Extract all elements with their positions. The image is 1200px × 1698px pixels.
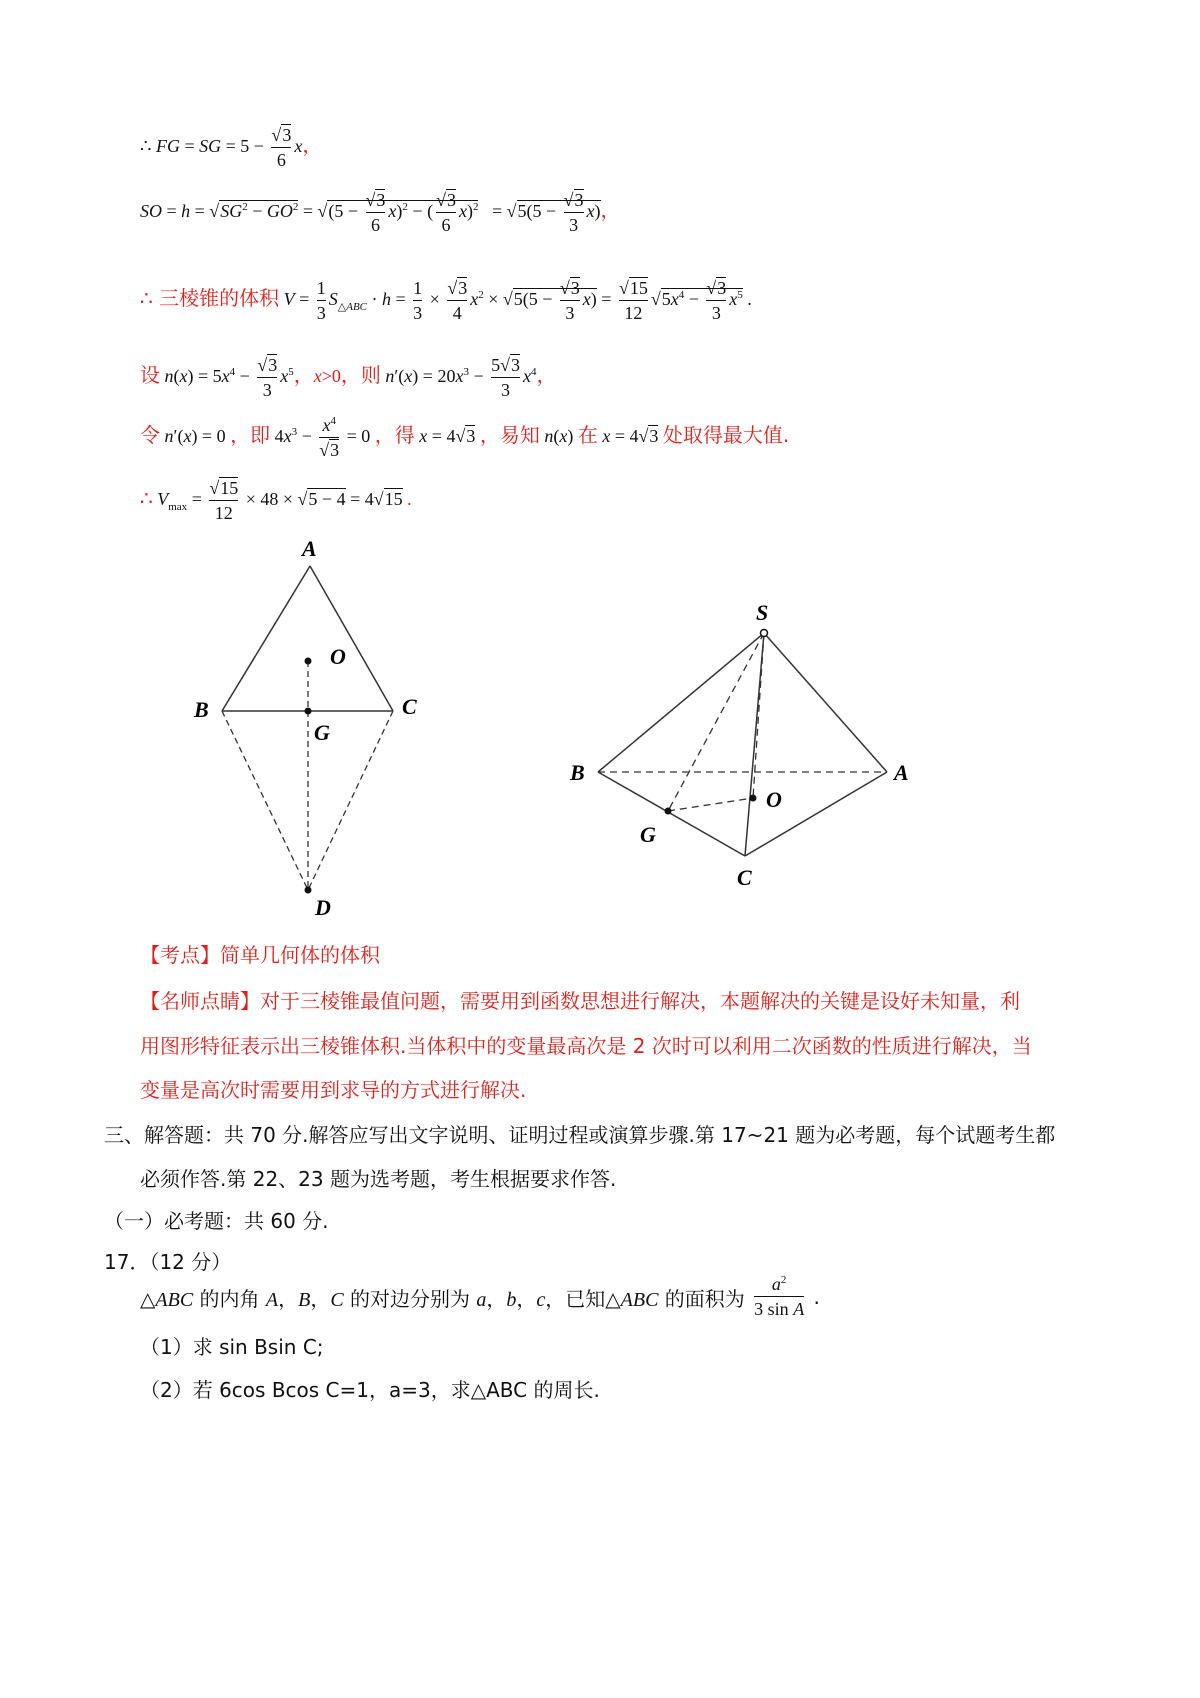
figure-pyramid-diagram: [560, 590, 940, 900]
formula-line-1: ∴ FG = SG = 5 − $\frac{√3}{6}$ x，: [140, 125, 323, 170]
kaodian-note: 【考点】简单几何体的体积: [140, 943, 380, 967]
dianjing-line-2: 用图形特征表示出三棱锥体积.当体积中的变量最高次是 2 次时可以利用二次函数的性质进行解决，当: [140, 1034, 1032, 1058]
section-subheading: （一）必考题：共 60 分.: [104, 1209, 329, 1233]
edge-sb: [598, 633, 764, 772]
formula-line-5: 令 n′(x) = 0 ，即 $4x^3$ − $\frac{x^4}{√3}$ = 0 ，得 x = 4√3 ，易知 n(x) 在 x = 4√3 处取得最大值.: [140, 415, 790, 460]
edge-bd: [222, 711, 308, 890]
problem-17-part-1: （1）求 sin Bsin C;: [140, 1335, 324, 1359]
edge-so: [753, 633, 764, 798]
label-a: A: [302, 536, 317, 561]
point-o: [305, 658, 312, 665]
point-g: [305, 708, 312, 715]
edge-sc: [745, 633, 764, 856]
label-g: G: [314, 720, 330, 745]
label-b: B: [194, 697, 209, 722]
label-g: G: [640, 822, 656, 847]
label-d: D: [315, 895, 331, 920]
edge-sa: [764, 633, 887, 772]
label-o: O: [330, 644, 346, 669]
problem-17-number: 17．（12 分）: [104, 1250, 232, 1274]
edge-bc: [598, 772, 745, 856]
edge-sg: [668, 633, 764, 811]
edge-ac: [310, 566, 393, 711]
label-o: O: [766, 787, 782, 812]
label-b: B: [570, 760, 585, 785]
formula-line-2: SO = $h = √SG^2 - GO^2 = √(5$ − $\frac{√3}{6}$ x)$^2$ − ( $\frac{√3}{6}$ x)$^2$ = √5(5 − $\frac{√3}{3}$ x)，: [140, 190, 621, 235]
point-d: [305, 887, 312, 894]
problem-17-stem: △ABC 的内角 A，B，C 的对边分别为 a，b，c，已知△ABC 的面积为 $\frac{a^2}{\text{3 sin A}}$ .: [140, 1274, 820, 1319]
edge-go: [668, 798, 753, 811]
label-a: A: [894, 760, 909, 785]
edge-ca: [745, 772, 887, 856]
figure-plane-diagram: [180, 530, 440, 930]
problem-17-part-2: （2）若 6cos Bcos C=1，a=3，求△ABC 的周长.: [140, 1378, 600, 1402]
section-3-line-1: 三、解答题：共 70 分.解答应写出文字说明、证明过程或演算步骤.第 17~21 题为必考题，每个试题考生都: [104, 1123, 1056, 1147]
label-c: C: [737, 865, 752, 890]
label-c: C: [402, 694, 417, 719]
point-g: [665, 808, 672, 815]
label-s: S: [756, 600, 769, 625]
formula-line-6: ∴ $V_{max}$ = $\frac{√15}{12}$ × 48 × √5 − 4 = 4√15 .: [140, 478, 412, 523]
point-o: [750, 795, 757, 802]
dianjing-line-3: 变量是高次时需要用到求导的方式进行解决.: [140, 1078, 527, 1102]
dianjing-line-1: 【名师点睛】对于三棱锥最值问题，需要用到函数思想进行解决，本题解决的关键是设好未知量，利: [140, 989, 1020, 1013]
section-3-line-2: 必须作答.第 22、23 题为选考题，考生根据要求作答.: [140, 1167, 617, 1191]
edge-ab: [222, 566, 310, 711]
point-s: [761, 630, 768, 637]
formula-line-4: 设 $n(x) = 5x^4$ − $\frac{√3}{3}$ $x^5$，x>0，则 $n'(x) = 20x^3$ − $\frac{5√3}{3}$ $x^4$，: [140, 355, 557, 400]
formula-line-3: ∴ 三棱锥的体积 V = $\frac{1}{3}$ $S_{\triangle ABC} \cdot h$ = $\frac{1}{3}$ × $\frac{√3}{4}$ $x^2 \times √5(5$ − $\frac{√3}{3}$ x) = $\frac{√15}{12}$ $√5x^4$ − $\frac{√3}{3}$ $x^5$ .: [140, 278, 752, 323]
